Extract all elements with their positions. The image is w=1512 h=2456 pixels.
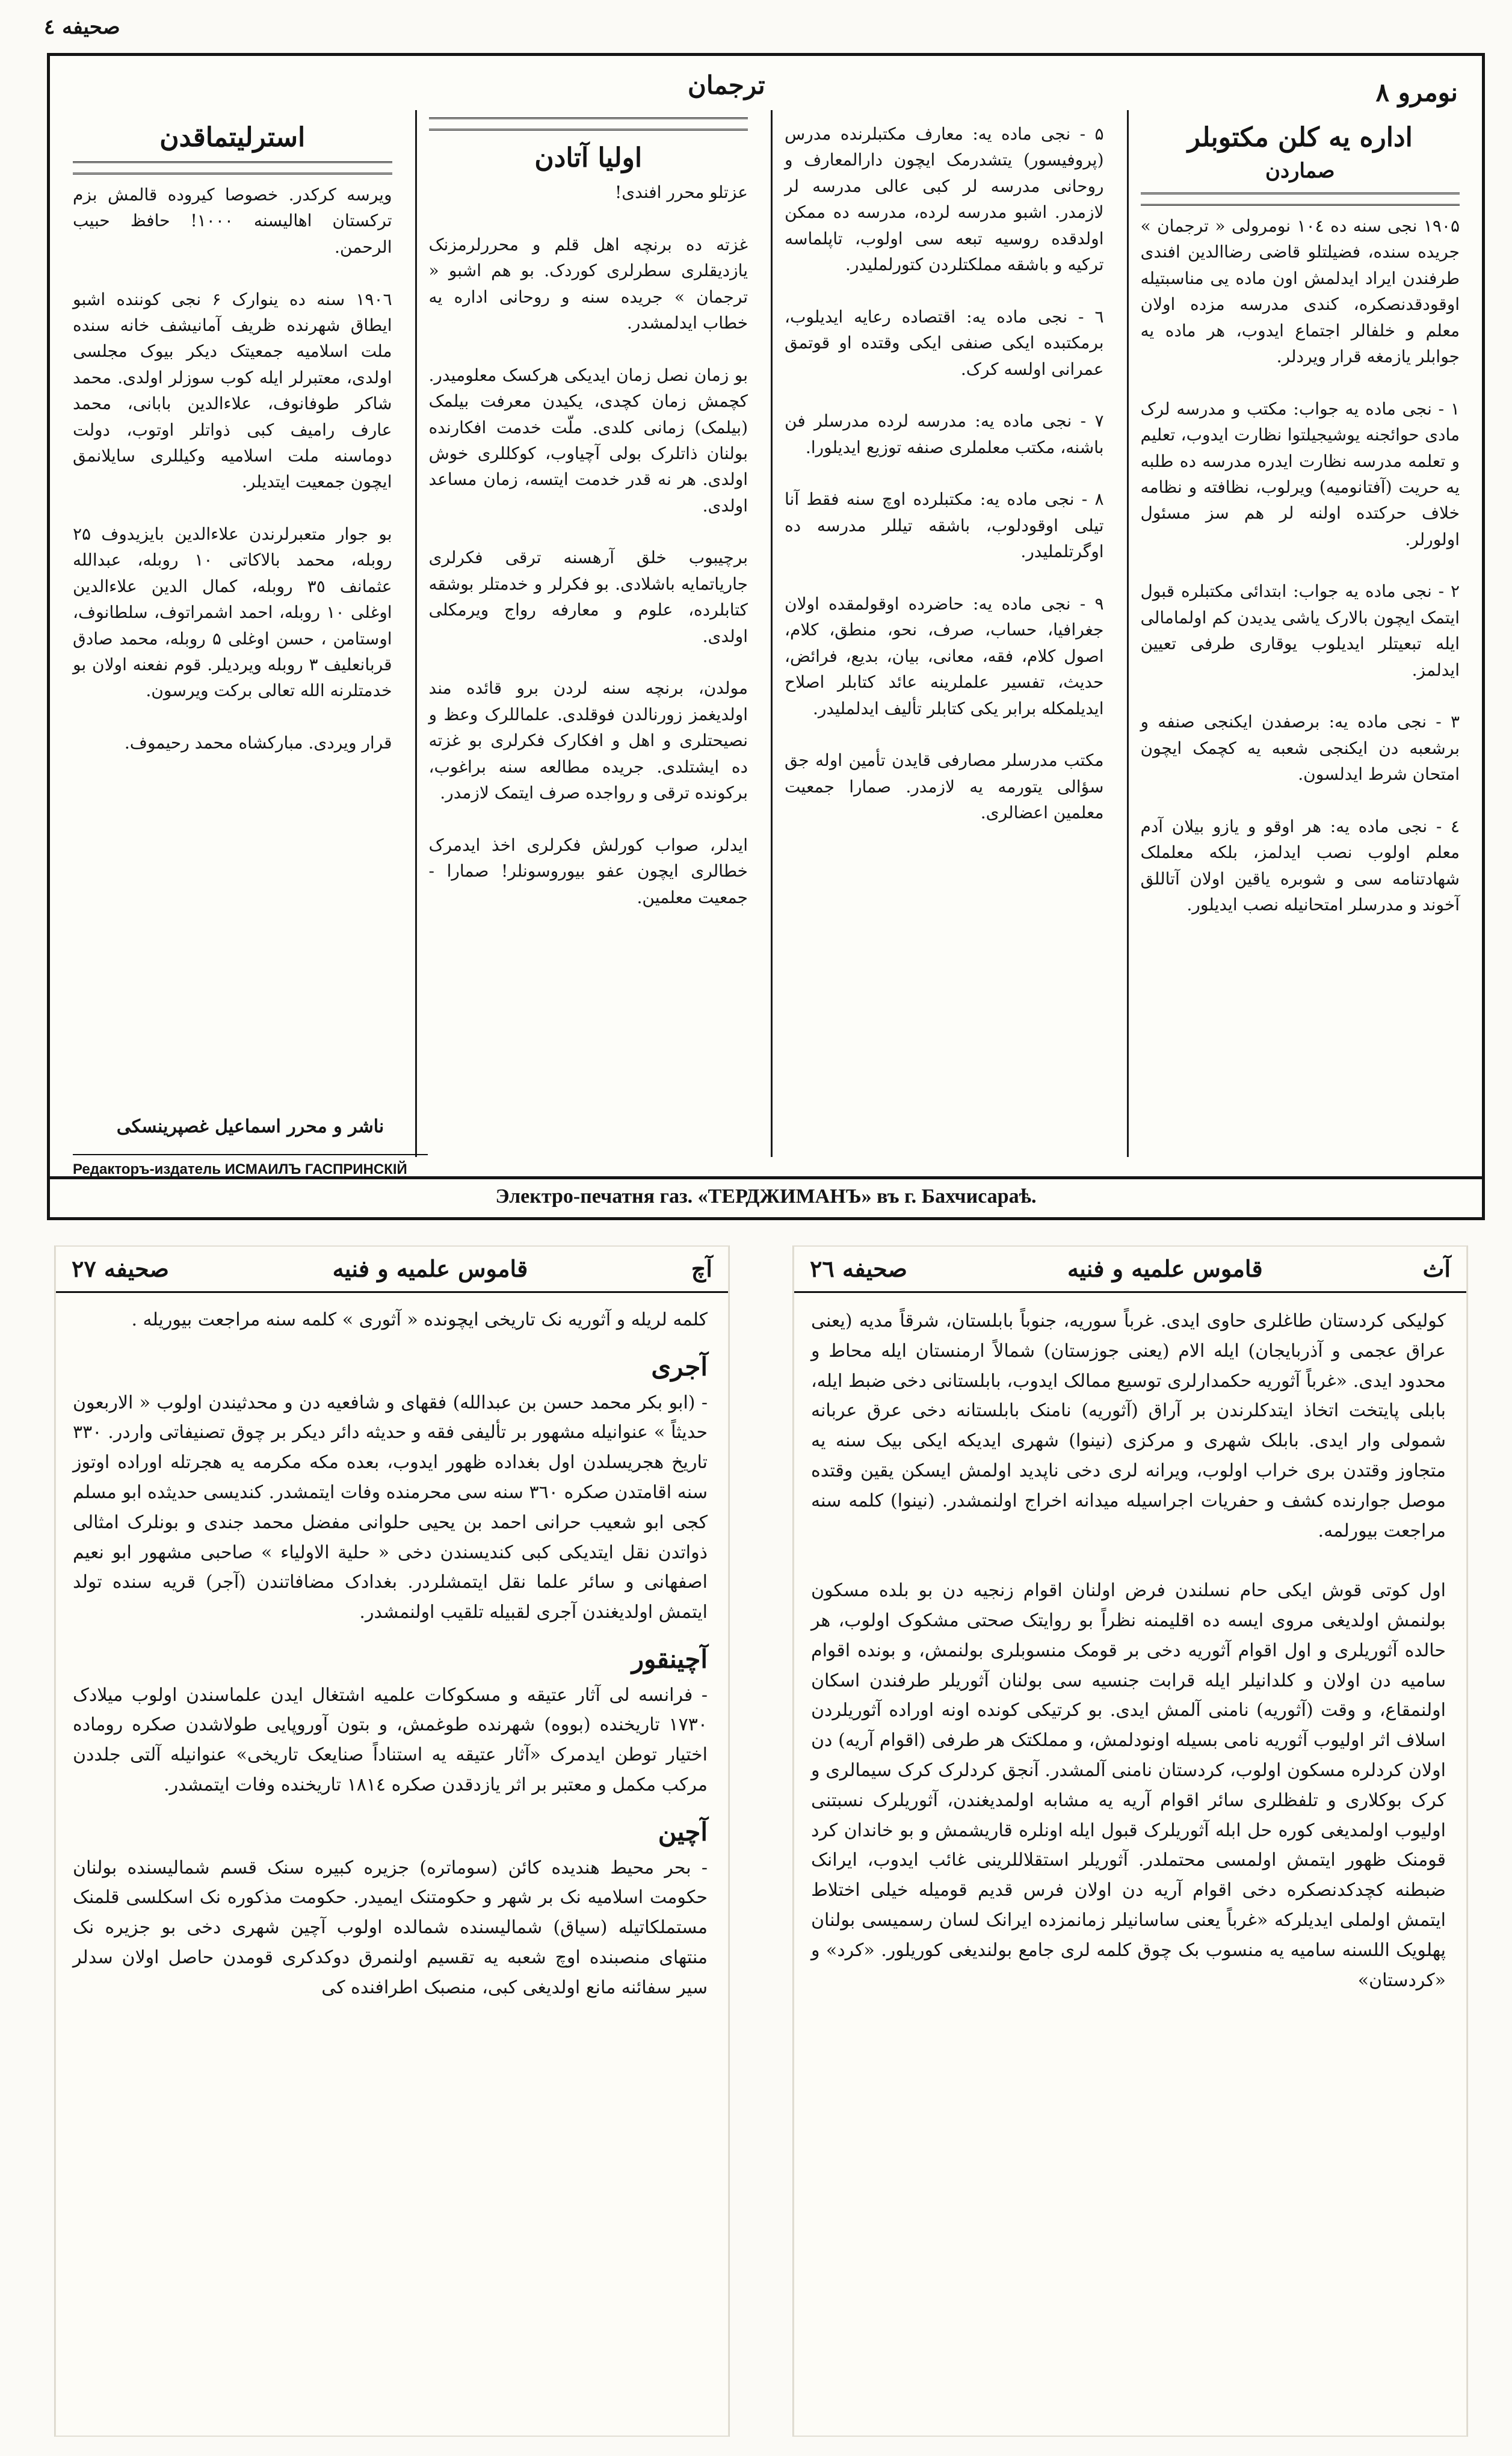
dictionary-header xyxy=(55,1245,729,1293)
dictionary-spread xyxy=(54,1245,1468,2437)
ornament-rule xyxy=(429,117,748,131)
column-text: عزتلو محرر افندی! غزته ده برنچه اهل قلم و محررلرمزنک یازدیقلری سطرلری کوردک. بو هم اشبو « ترجمان » جریده سنه و روحانی اداره یه خطاب ایدلمشدر. بو زمان نصل زمان ایدیکی هرکسک معلومیدر. کچمش زمان کچدی، یکیدن معرفت بیلمک (بیلمک) زمانی کلدی. ملّت خدمت افکارنده بولنان ذاتلرک بولی آچیاوب، کوکللری خوش اولدی. هر نه قدر خدمت ایتسه، زمان مساعد اولدی. برچیبوب خلق آرهسنه ترقی فکرلری جاریاتمایه باشلادی. بو فکرلر و خدمتلر بوشقه کتابلرده، علوم و معارفه رواج ویرمکلی اولدی. مولدن، برنچه سنه لردن برو قائده مند اولدیغمز زورنالدن فوقلدی. علماللرک وعظ و نصیحتلری و اهل و افکارک فکرلری بو غزته ده ایشتلدی. جریده مطالعه سنه براغوب، برکونده ترقی و رواجده صرف ایتمک لازمدر. ایدلر، صواب کورلش فکرلری اخذ ایدمرک خطالری ایچون عفو بیوروسونلر! صمارا - جمعیت معلمین. xyxy=(428,182,748,907)
publisher-line: ناشر و محرر اسماعیل غصپرینسکی xyxy=(116,1116,384,1137)
dictionary-title: قاموس علمیه و فنیه xyxy=(1067,1254,1263,1282)
entry-heading: آچین xyxy=(658,1816,708,1847)
column-headline: اولیا آتادن xyxy=(534,143,643,173)
masthead-title: ترجمان xyxy=(688,70,765,100)
page-label: صحیفه ٤ xyxy=(44,15,120,39)
column-headline: استرلیتماقدن xyxy=(159,122,306,153)
column-headline: اداره یه کلن مکتوبلر xyxy=(1187,122,1413,153)
dictionary-body: کولیکی کردستان طاغلری حاوی ایدی. غرباً سوریه، جنوباً بابلستان، شرقاً مدیه (یعنی عراق عجمی و آذربایجان) ایله الام (یعنی جوزستان) شمالاً ارمنستان ایله محاط و محدود ایدی. «غرباً آثوریه حکمدارلری توسیع ممالک ایدوب، بابلستانی دخی ضبط ایله، بابلی پایتخت اتخاذ ایتدکلرندن بر آراق (آثوریه) نامنک بابلستانه دخی عرق عربانه شمولی وار ایدی. بابلک شهری و مرکزی (نینوا) شهری ایدیکه ایکی بیک سنه یه متجاوز وقتدن بری خراب اولوب، ویرانه لری دخی ناپدید اولمش ایسکن یقین وقتده موصل جوارنده کشف و حفریات اجراسیله میدانه اخراج اولنمشدر. (نینوا) کلمه سنه مراجعت بیورلمه. اول کوتی قوش ایکی حام نسلندن فرض اولنان اقوام زنجیه دن بو بلده مسکون بولنمش اولدیغی مروی ایسه ده اقلیمنه نظراً بو روایتک صحتی مشکوک اولوب، هر حالده آثوریلری و اول اقوام آثوریه دخی بر قومک منسوبلری بولنمش، و بونده اقوام سامیه دن اولان و کلدانیلر ایله قرابت جنسیه سی بولنان آثوریلر طرفندن اسکان اولنمقاع، و وقت (آثوریه) نامنی آلمش ایدی. بو کرتیکی کونده اونه اوراده آثوریلردن اسلاف اثر اولیوب آثوریه نامی بسیله اونودلمش، و مملکتک هر طرفی (اقوام آریه) دن اولان کردلره مسکون اولوب، کردستان نامنی آلمشدر. آنجق کردلرک کرک سیمالری و کرک بوکلاری و تلفظلری سائر اقوام آریه یه مشابه اولمدیغندن، آثوریلرک نسبتنی اولیوب اولمدیغی کوره حل ابله آثوریلرک قبول ایله اونلره قاریشمش و بو خاندان کرد قومنک ظهور ایتمش اولمسی محتملدر. آثوریلر استقلاللرینی غائب ایدوب، ایرانک ضبطنه کچدکدنصکره دخی اقوام آریه دن اولان فرس قدیم قومیله خیلی اختلاط ایتمش اولملی ایدیلرکه «غرباً یعنی ساسانیلر زمانمزده ایرانک لسان رسمیسی بولنان پهلویک اللسنه سامیه یه منسوب بک چوق کلمه لری جامع بولندیغی کوریلور. «کرد» و «کردستان» xyxy=(811,1310,1446,1991)
column-text: ویرسه کرکدر. خصوصا کیروده قالمش بزم ترکستان اهالیسنه ۱٠٠٠! حافظ حبیب الرحمن. ۱۹٠٦ سنه ده ینوارک ۶ نجی کوننده اشبو ایطاق شهرنده ظریف آمانیشف خانه سنده ملت اسلامیه جمعیتک دیکر بیوک مجلسی اولدی، معتبرلر ایله کوب سوزلر اولدی. محمد شاکر طوفانوف، علاءالدین بابانی، محمد عارف رامیف کبی ذواتلر اوتوب، دولت دوماسنه ملت اسلامیه وکیللری سایلانمق ایچون جمعیت ایتدیلر. بو جوار متعبرلرندن علاءالدین بایزیدوف ۲۵ روبله، محمد بالاکاتی ۱۰ روبله، عبدالله عثمانف ٣٥ روبله، کمال الدین علاءالدین اوغلی ۱٠ روبله، احمد اشمراتوف، سلطانوف، اوستامن ، حسن اوغلی ۵ روبله، محمد صادق قربانعلیف ۳ روبله ویردیلر. قوم نفعنه اولان بو خدمتلرنه الله تعالی برکت ویرسون. قرار ویردی. مبارکشاه محمد رحیموف. xyxy=(73,185,392,753)
column-right xyxy=(1127,110,1472,1157)
entry-intro: کلمه لریله و آثوریه نک تاریخی ایچونده « آثوری » کلمه سنه مراجعت بیوریله . xyxy=(131,1309,708,1330)
page-letter: آچ xyxy=(691,1254,712,1282)
column-text: ۱۹۰۵ نجی سنه ده ۱٠٤ نومرولی « ترجمان » جریده سنده، فضیلتلو قاضی رضاالدین افندی طرفندن ایراد ایدلمش اون ماده یی مناسبتیله اوقودقدنصکره، کندی مدرسه مزده اولان معلم و خلفالر اجتماع ایدوب، هر ماده یه جوابلر یازمغه قرار ویردلر. ۱ - نجی ماده یه جواب: مکتب و مدرسه لرک مادی حوائجنه یوشیجیلتوا نظارت ایدوب، تعلیم و تعلمه مدرسه نظارت ایدره مدرسه ده طلبه یه حریت (آفتانومیه) ویرلوب، نظافته و نظامه خلاف حرکتده اولنه لر هم سز مسئول اولورلر. ۲ - نجی ماده یه جواب: ابتدائی مکتبلره قبول ایتمک ایچون بالارک یاشی یدیدن کم اولمامالی ایله تبعیتلر ایدیلوب یوقاری طرفی تعیین ایدلمز. ۳ - نجی ماده یه: برصفدن ایکنجی صنفه و برشعبه دن ایکنجی شعبه یه کچمک ایچون امتحان شرط ایدلسون. ٤ - نجی ماده یه: هر اوقو و یازو بیلان آدم معلم اولوب نصب ایدلمز، بلکه معلملک شهادتنامه سی و شوبره یاقین اولان آتاللق آخوند و مدرسلر امتحانیله نصب ایدیلور. xyxy=(1140,216,1460,915)
column-left xyxy=(61,110,404,1157)
page-letter: آث xyxy=(1422,1254,1451,1282)
entry-text: - (ابو بکر محمد حسن بن عبدالله) فقهای و شافعیه دن و محدثیندن اولوب « الاربعون حدیثاً » عنوانیله مشهور بر تألیفی فقه و حدیثه دائر دیکر بر چوق تصنیفاتی واردر. ۳۳٠ تاریخ هجریسلدن اول بغداده ظهور ایدوب، بعده مکه مکرمه یه هجرتله اوراده اوتوز سنه اقامتدن صکره ۳٦٠ سنه سی محرمنده وفات ایتمشدر. کندیسی حدیثده ابو مسلم کجی ابو شعیب حرانی احمد بن یحیی حلوانی مفضل محمد جندی و بونلرک امثالی ذواتدن نقل ایتدیکی کبی کندیسندن دخی « حلیة الاولیاء » صاحبی مشهور ابو نعیم اصفهانی و سائر علما نقل ایتمشلردر. بغدادک مضافاتندن (آجر) قریه سنده تولد ایتمش اولدیغندن آجری لقبیله تلقیب اولنمشدر. xyxy=(67,1392,708,1623)
newspaper-columns xyxy=(61,110,1472,1157)
newspaper-page xyxy=(44,15,1485,1220)
ornament-rule xyxy=(1141,193,1460,206)
dictionary-body xyxy=(55,1293,729,2003)
editor-line: Редакторъ-издатель ИСМАИЛЪ ГАСПРИНСКІЙ xyxy=(73,1154,428,1178)
column-text: ۵ - نجی ماده یه: معارف مکتبلرنده مدرس (پروفیسور) یتشدرمک ایچون دارالمعارف و روحانی مدرسه لر کبی عالی مدرسه لر لازمدر. اشبو مدرسه لرده، مدرسه ده ممکن اولدقده روسیه تبعه سی اولوب، تاپلماسه ترکیه و باشقه مملکتلردن کتورلملیدر. ٦ - نجی ماده یه: اقتصاده رعایه ایدیلوب، برمکتبده ایکی صنفی ایکی وقتده او قوتمق عمرانی اولسه کرک. ۷ - نجی ماده یه: مدرسه لرده مدرسلر فن باشنه، مکتب معلملری صنفه توزیع ایدیلورا. ۸ - نجی ماده یه: مکتبلرده اوچ سنه فقط آنا تیلی اوقودلوب، باشقه تیللر مدرسه ده اوگرتلملیدر. ۹ - نجی ماده یه: حاضرده اوقولمقده اولان جغرافیا، حساب، صرف، نحو، منطق، کلام، اصول کلام، فقه، معانی، بیان، بدیع، فرائض، حدیث، تفسیر علملرینه عائد کتابلر اصلاح ایدیلمکله برابر یکی کتابلر تألیف ایدلملیدر. مکتب مدرسلر مصارفی قایدن تأمین اوله جق سؤالی یتورمه یه لازمدر. صمارا جمعیت معلمین اعضالری. xyxy=(785,124,1104,823)
issue-number: نومرو ٨ xyxy=(1375,78,1458,107)
ornament-rule xyxy=(73,161,392,174)
dictionary-title: قاموس علمیه و فنیه xyxy=(332,1254,528,1282)
column-middle-left xyxy=(415,110,761,1157)
entry-text: - فرانسه لی آثار عتیقه و مسکوکات علمیه اشتغال ایدن علماسندن اولوب میلادک ۱۷۳٠ تاریخنده (بووه) شهرنده طوغمش، و بتون آوروپایی طولاشدن صکره روماده اختیار توطن ایدمرک «آثار عتیقه یه استناداً صنایعک تاریخی» عنوانیله آلتی جلددن مرکب مکمل و معتبر بر اثر یازدقدن صکره ۱۸۱٤ تاریخنده وفات ایتمشدر. xyxy=(67,1684,708,1795)
printing-line: Электро-печатня газ. «ТЕРДЖИМАНЪ» въ г. Бахчисараѣ. xyxy=(50,1176,1482,1215)
column-middle-right xyxy=(771,110,1116,1157)
column-subheadline: صماردن xyxy=(1265,159,1335,183)
dictionary-header xyxy=(793,1245,1467,1293)
page-number: صحیفه ۲۷ xyxy=(72,1254,169,1282)
newspaper-top-bar xyxy=(32,15,1500,48)
dictionary-page-right xyxy=(792,1245,1468,2437)
page-number: صحیفه ۲٦ xyxy=(810,1254,907,1282)
dictionary-page-left xyxy=(54,1245,730,2437)
entry-heading: آچینقور xyxy=(631,1644,708,1674)
entry-heading: آجری xyxy=(651,1351,708,1381)
entry-text: - بحر محیط هندیده کائن (سوماتره) جزیره کبیره سنک قسم شمالیسنده بولنان حکومت اسلامیه نک بر شهر و حکومتنک ایمیدر. حکومت مذکوره نک اسکلسی قلمنک مستملکاتیله (سیاق) شمالیسنده شمالده اولوب آچین شهری دخی بو جزیره نک منتهای منصبنده اوچ شعبه یه تقسیم اولنمرق دوکدکری قومدن حاصل اولان سدلر سیر سفائنه مانع اولدیغی کبی، منصبک اطرافنده کی xyxy=(67,1857,708,1998)
